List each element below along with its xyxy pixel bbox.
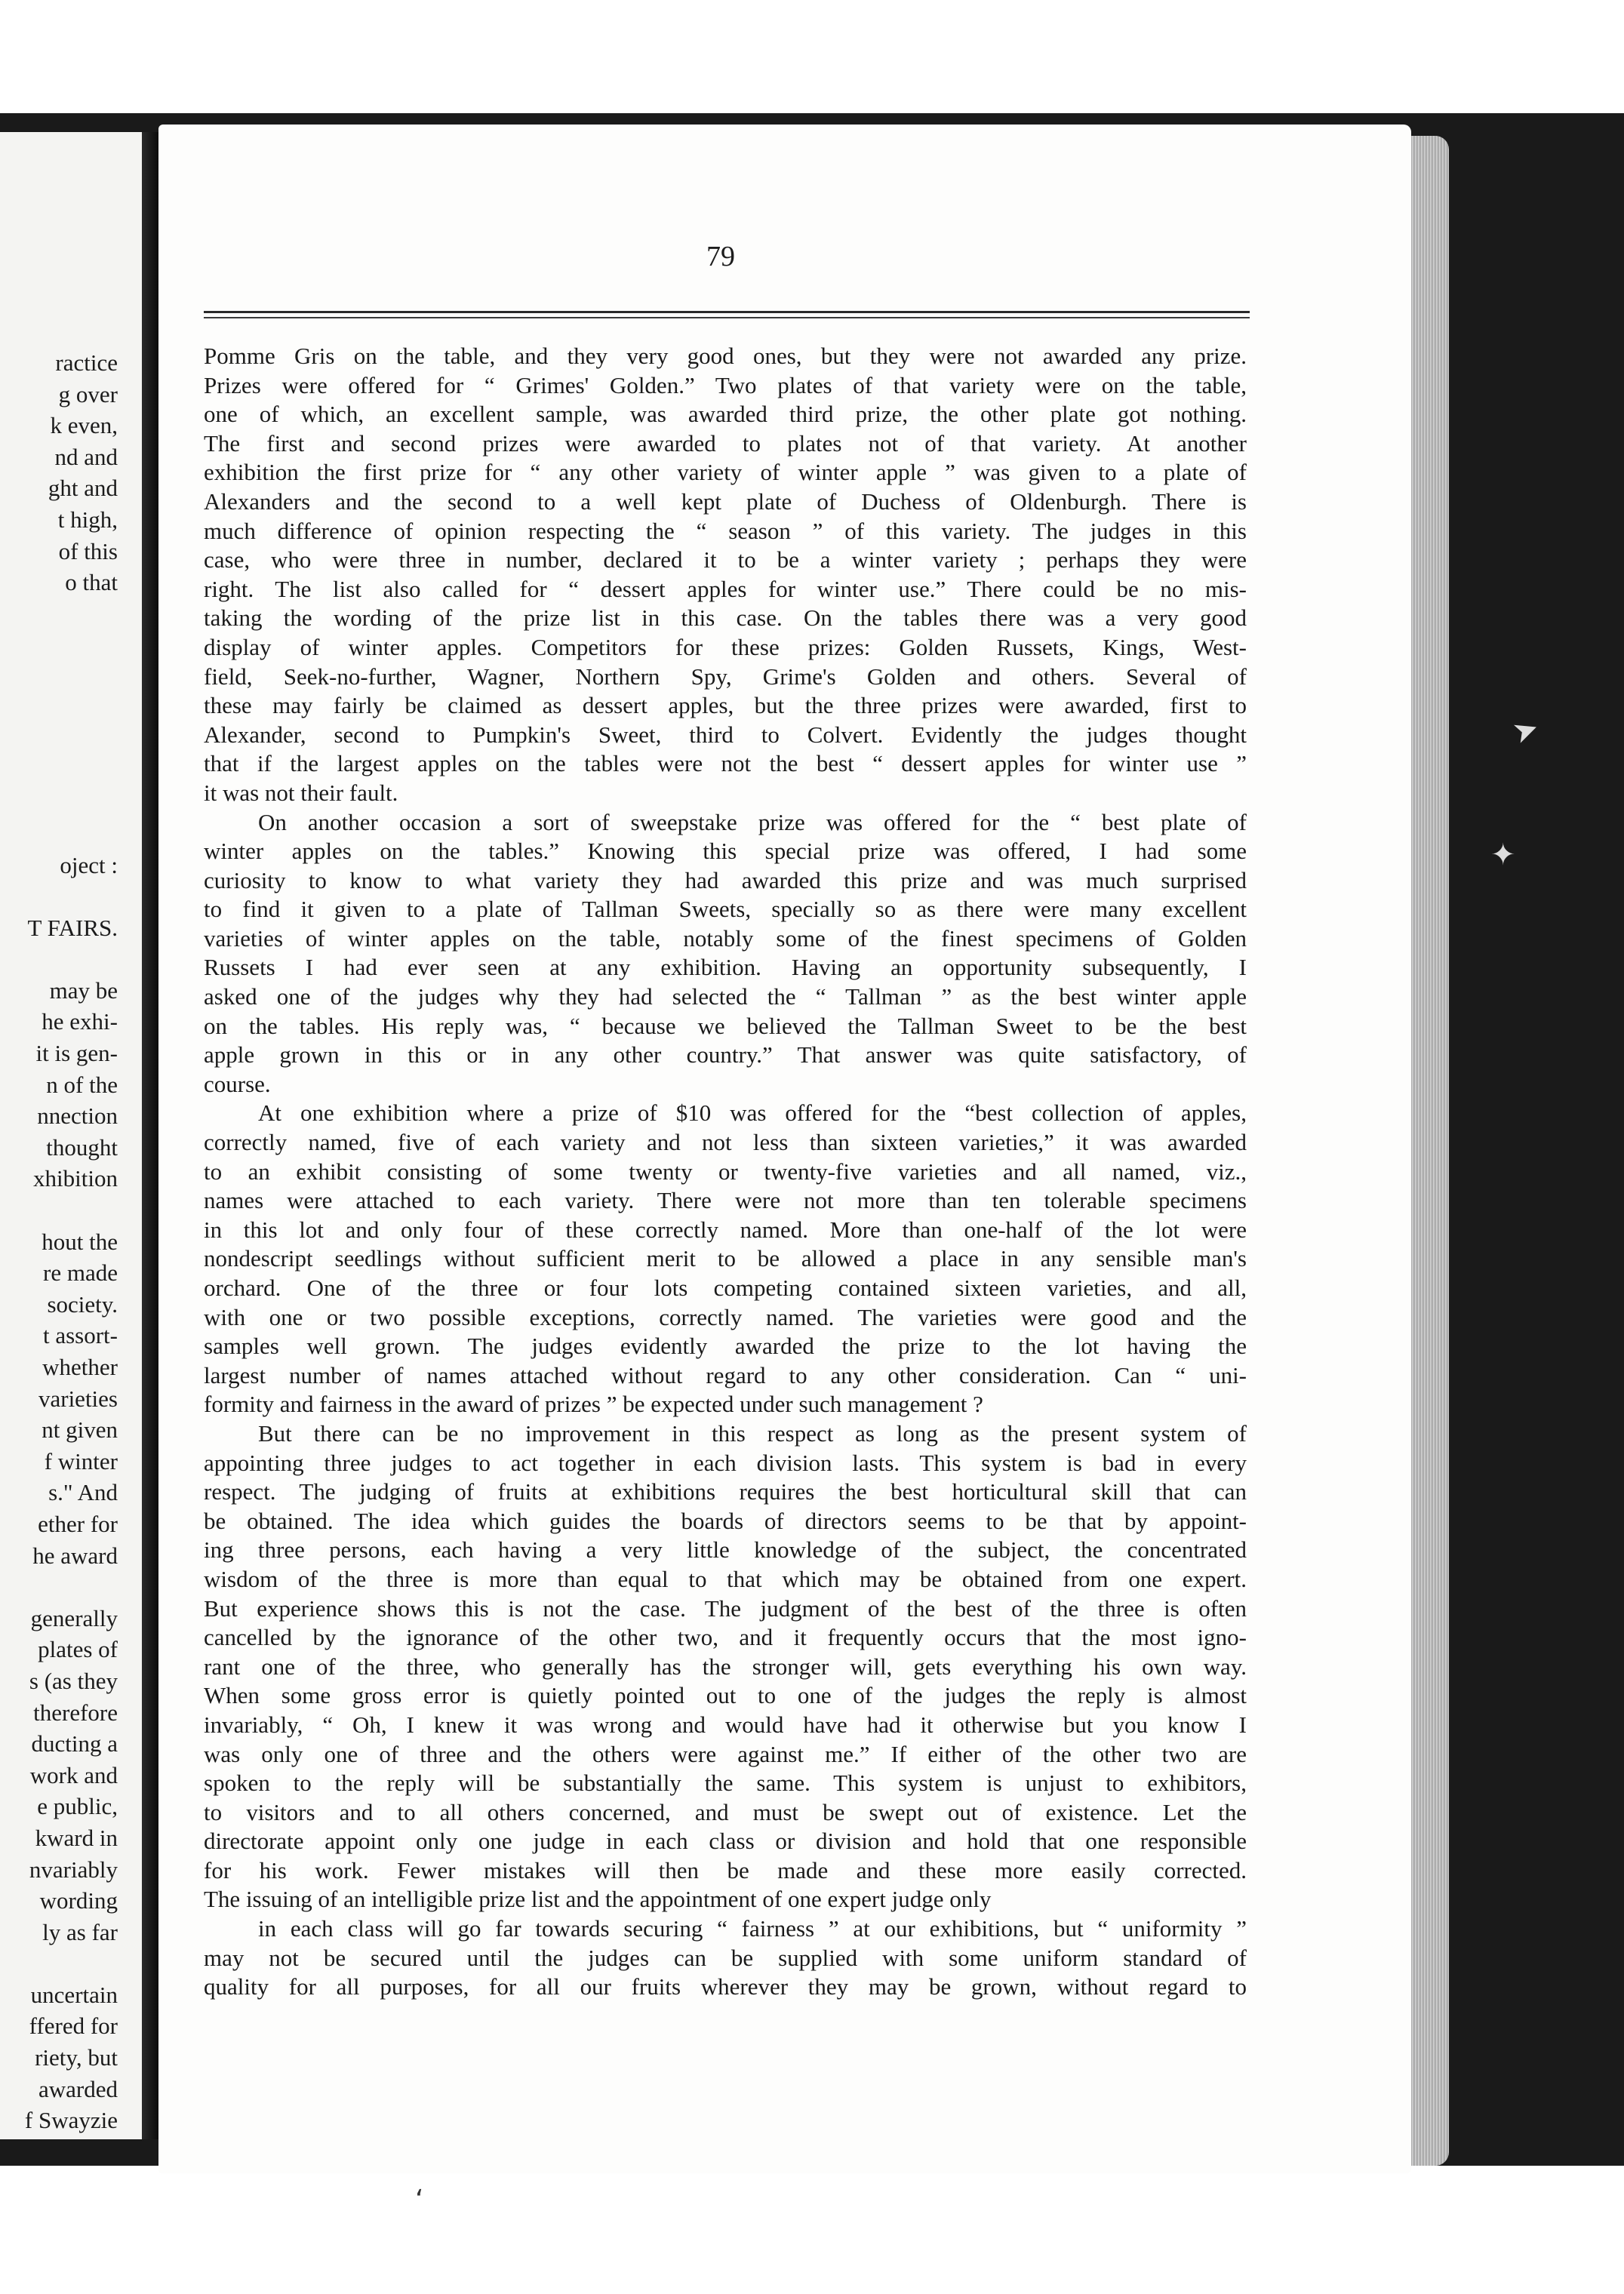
text-line: Alexanders and the second to a well kept plate of Duchess of Oldenburgh. There is <box>204 487 1247 515</box>
text-line: largest number of names attached without regard to any other consideration. Can “ uni- <box>204 1361 1247 1388</box>
left-page-line: ractice <box>55 349 118 376</box>
text-line: orchard. One of the three or four lots competing contained sixteen varieties, and all, <box>204 1275 1247 1301</box>
left-page-line <box>0 755 118 787</box>
left-page-line: s (as they <box>29 1667 118 1694</box>
text-line: nondescript seedlings without sufficient merit to be allowed a place in any sensible man's <box>204 1245 1247 1272</box>
text-line: may not be secured until the judges can be supplied with some uniform standard of <box>204 1944 1247 1971</box>
text-line: Pomme Gris on the table, and they very good ones, but they were not awarded any prize. <box>204 343 1247 369</box>
text-line: much difference of opinion respecting the “ season ” of this variety. The judges in this <box>204 517 1247 544</box>
text-line: case, who were three in number, declared it to be a winter variety ; perhaps they were <box>204 546 1247 574</box>
text-line: one of which, an excellent sample, was awarded third prize, the other plate got nothing. <box>204 401 1247 428</box>
left-page-line: t high, <box>57 506 118 533</box>
text-line: directorate appoint only one judge in each class or division and hold that one responsible <box>204 1828 1247 1855</box>
text-line: cancelled by the ignorance of the other two, and it frequently occurs that the most igno- <box>204 1624 1247 1651</box>
left-page-line: k even, <box>50 412 118 439</box>
left-page-line <box>0 818 118 850</box>
left-page-line: f winter <box>44 1447 118 1474</box>
left-page-line <box>0 786 118 818</box>
text-line: field, Seek-no-further, Wagner, Northern Spy, Grime's Golden and others. Several of <box>204 663 1247 690</box>
left-page-line: n of the <box>46 1071 118 1098</box>
text-line: that if the largest apples on the tables were not the best “ dessert apples for winter use ” <box>204 750 1247 777</box>
text-line: quality for all purposes, for all our fruits wherever they may be grown, without regard to <box>204 1973 1247 2000</box>
text-line: But experience shows this is not the case. The judgment of the best of the three is often <box>204 1594 1247 1622</box>
scan-speck-mark: ✦ <box>1490 838 1516 872</box>
text-line: The issuing of an intelligible prize list and the appointment of one expert judge only <box>204 1886 992 1913</box>
left-page-line: generally <box>30 1604 118 1631</box>
text-line: taking the wording of the prize list in this case. On the tables there was a very good <box>204 604 1247 632</box>
text-line: At one exhibition where a prize of $10 was offered for the “best collection of apples, <box>258 1099 1247 1127</box>
left-page-line: he exhi- <box>42 1008 118 1035</box>
left-page-line: o that <box>65 569 118 596</box>
text-line: appointing three judges to act together in each division lasts. This system is bad in every <box>204 1449 1247 1476</box>
left-page-line: ght and <box>48 475 118 502</box>
left-page-line: he award <box>32 1542 118 1569</box>
left-page-partial <box>0 132 142 2139</box>
left-page-line: e public, <box>37 1793 118 1820</box>
text-line: varieties of winter apples on the table, notably some of the finest specimens of Golden <box>204 924 1247 952</box>
text-line: wisdom of the three is more than equal to that which may be obtained from one expert. <box>204 1565 1247 1592</box>
left-page-line: work and <box>29 1761 118 1788</box>
left-page-line: society. <box>47 1290 118 1318</box>
text-line: right. The list also called for “ dessert apples for winter use.” There could be no mis- <box>204 575 1247 602</box>
left-page-line: may be <box>49 976 118 1004</box>
left-page-line: varieties <box>38 1385 118 1412</box>
left-page-line: whether <box>42 1354 118 1380</box>
page-body-text <box>204 342 1247 2002</box>
text-line: spoken to the reply will be substantially the same. This system is unjust to exhibitors, <box>204 1770 1247 1797</box>
left-page-line: it is gen- <box>35 1040 118 1067</box>
text-line: these may fairly be claimed as dessert apples, but the three prizes were awarded, first to <box>204 692 1247 719</box>
text-line: for his work. Fewer mistakes will then be made and these more easily corrected. <box>204 1856 1247 1883</box>
left-page-line: ether for <box>38 1510 118 1537</box>
left-page-line: of this <box>58 537 118 564</box>
header-double-rule <box>204 311 1250 318</box>
scan-speck-mark: ➤ <box>1508 709 1544 752</box>
left-page-line: riety, but <box>35 2044 118 2071</box>
text-line: apple grown in this or in any other country.” That answer was quite satisfactory, of <box>204 1041 1247 1069</box>
left-page-line <box>0 1948 118 1979</box>
left-page-line: uncertain <box>30 1981 118 2008</box>
left-page-line <box>0 881 118 912</box>
left-page-line: wording <box>39 1887 118 1914</box>
text-line: in each class will go far towards securing “ fairness ” at our exhibitions, but “ uniformity ” <box>258 1915 1247 1942</box>
left-page-line <box>0 1571 118 1603</box>
left-page-line: f Swayzie <box>24 2107 118 2134</box>
text-line: ing three persons, each having a very little knowledge of the subject, the concentrated <box>204 1536 1247 1564</box>
text-line: to an exhibit consisting of some twenty or twenty-five varieties and all named, viz., <box>204 1158 1247 1185</box>
text-line: Russets I had ever seen at any exhibition. Having an opportunity subsequently, I <box>204 954 1247 981</box>
text-line: course. <box>204 1070 271 1097</box>
text-line: On another occasion a sort of sweepstake prize was offered for the “ best plate of <box>258 808 1247 835</box>
left-page-line: t assort- <box>42 1322 118 1349</box>
text-line: exhibition the first prize for “ any other variety of winter apple ” was given to a plate of <box>204 459 1247 486</box>
left-page-line: nnection <box>37 1102 118 1130</box>
left-page-line <box>0 1195 118 1226</box>
text-line: in this lot and only four of these correctly named. More than one-half of the lot were <box>204 1216 1247 1243</box>
text-line: it was not their fault. <box>204 779 398 806</box>
text-line: Alexander, second to Pumpkin's Sweet, third to Colvert. Evidently the judges thought <box>204 721 1247 748</box>
left-page-line <box>0 629 118 661</box>
left-page-line: ducting a <box>31 1730 118 1757</box>
text-line: rant one of the three, who generally has the stronger will, gets everything his own way. <box>204 1653 1247 1680</box>
left-page-line: plates of <box>38 1636 118 1663</box>
left-page-line: ffered for <box>29 2013 118 2040</box>
left-page-line <box>0 943 118 975</box>
text-line: respect. The judging of fruits at exhibitions requires the best horticultural skill that can <box>204 1478 1247 1505</box>
left-page-line: kward in <box>35 1824 118 1851</box>
left-page-line <box>0 598 118 630</box>
text-line: formity and fairness in the award of prizes ” be expected under such management ? <box>204 1391 983 1418</box>
left-page-text-fragments <box>0 347 118 2136</box>
left-page-line: awarded <box>38 2075 118 2102</box>
text-line: asked one of the judges why they had selected the “ Tallman ” as the best winter apple <box>204 983 1247 1010</box>
left-page-line: hout the <box>42 1228 118 1255</box>
left-page-line: re made <box>43 1259 118 1287</box>
text-line: curiosity to know to what variety they had awarded this prize and was much surprised <box>204 866 1247 893</box>
text-line: invariably, “ Oh, I knew it was wrong and would have had it otherwise but you know I <box>204 1711 1247 1738</box>
page-number: 79 <box>706 241 735 272</box>
text-line: But there can be no improvement in this respect as long as the present system of <box>258 1419 1247 1447</box>
text-line: be obtained. The idea which guides the boards of directors seems to be that by appoint- <box>204 1507 1247 1534</box>
ink-speck-mark: ‘ <box>415 2185 424 2216</box>
left-page-line: T FAIRS. <box>27 914 118 941</box>
left-page-line: xhibition <box>33 1165 118 1192</box>
left-page-line: nvariably <box>29 1856 118 1883</box>
text-line: to visitors and to all others concerned, and must be swept out of existence. Let the <box>204 1798 1247 1825</box>
left-page-line: g over <box>58 380 118 407</box>
text-line: correctly named, five of each variety and not less than sixteen varieties,” it was awarded <box>204 1129 1247 1156</box>
text-line: names were attached to each variety. There were not more than ten tolerable specimens <box>204 1187 1247 1214</box>
left-page-line: nd and <box>54 443 118 470</box>
left-page-line: therefore <box>33 1699 118 1726</box>
left-page-line <box>0 693 118 724</box>
left-page-line: ly as far <box>42 1918 118 1945</box>
text-line: was only one of three and the others were against me.” If either of the other two are <box>204 1740 1247 1767</box>
text-line: samples well grown. The judges evidently awarded the prize to the lot having the <box>204 1333 1247 1360</box>
left-page-line: thought <box>46 1133 118 1161</box>
left-page-line: nt given <box>42 1416 118 1444</box>
text-line: When some gross error is quietly pointed out to one of the judges the reply is almost <box>204 1682 1247 1709</box>
left-page-line: s." And <box>48 1479 118 1506</box>
left-page-line <box>0 724 118 755</box>
left-page-line: oject : <box>60 851 118 878</box>
left-page-line <box>0 661 118 693</box>
text-line: display of winter apples. Competitors for these prizes: Golden Russets, Kings, West- <box>204 633 1247 660</box>
text-line: with one or two possible exceptions, correctly named. The varieties were good and the <box>204 1303 1247 1330</box>
text-line: winter apples on the tables.” Knowing this special prize was offered, I had some <box>204 838 1247 865</box>
text-line: on the tables. His reply was, “ because we believed the Tallman Sweet to be the best <box>204 1012 1247 1039</box>
text-line: to find it given to a plate of Tallman Sweets, specially so as there were many excellent <box>204 896 1247 923</box>
text-line: Prizes were offered for “ Grimes' Golden.” Two plates of that variety were on the table, <box>204 371 1247 398</box>
text-line: The first and second prizes were awarded to plates not of that variety. At another <box>204 429 1247 457</box>
